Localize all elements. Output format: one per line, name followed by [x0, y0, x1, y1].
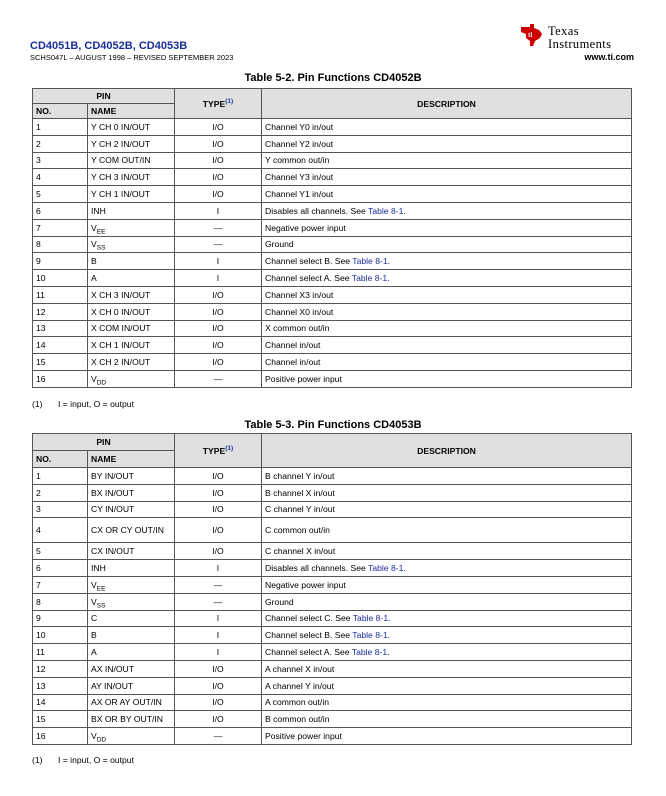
pin-functions-table-cd4052b	[32, 88, 632, 388]
table-8-1-link[interactable]: Table 8-1	[351, 647, 388, 658]
pin-name: V	[91, 222, 97, 233]
table-title: Table 5-3. Pin Functions CD4053B	[244, 419, 422, 431]
pin-name: CX OR CY OUT/IN	[91, 525, 164, 536]
pin-name-cell	[88, 337, 175, 354]
description-text: Ground	[265, 239, 294, 250]
pin-name-cell	[88, 468, 175, 485]
logo-word-instruments: Instruments	[548, 37, 612, 51]
pin-description-cell	[262, 303, 632, 320]
pin-name: X CH 1 IN/OUT	[91, 340, 151, 351]
table-row	[33, 286, 632, 303]
table-row	[33, 202, 632, 219]
description-text: C channel X in/out	[265, 546, 336, 557]
table-row	[33, 219, 632, 236]
pin-description-cell	[262, 677, 632, 694]
description-text: Channel Y2 in/out	[265, 138, 334, 149]
pin-number-cell: 4	[33, 169, 88, 186]
table-row	[33, 270, 632, 287]
description-text: A channel X in/out	[265, 663, 335, 674]
pin-type-cell: I/O	[175, 119, 262, 136]
ti-state-icon	[518, 22, 544, 48]
type-header: TYPE$^{(1)}$	[175, 434, 262, 468]
pin-name-subscript: EE	[96, 585, 106, 593]
pin-type-cell: I/O	[175, 677, 262, 694]
pin-name-subscript: DD	[96, 736, 107, 744]
pin-number-cell: 1	[33, 468, 88, 485]
pin-name: Y CH 3 IN/OUT	[91, 172, 151, 183]
table-row	[33, 370, 632, 387]
pin-type-cell: I/O	[175, 694, 262, 711]
pin-name-subscript: DD	[96, 379, 107, 387]
pin-type-cell: —	[175, 370, 262, 387]
pin-type-cell: I/O	[175, 543, 262, 560]
pin-type-cell: I/O	[175, 320, 262, 337]
pin-name-subscript: SS	[96, 602, 106, 610]
description-text: B common out/in	[265, 714, 330, 725]
table-8-1-link[interactable]: Table 8-1	[368, 563, 404, 574]
pin-number-cell: 6	[33, 202, 88, 219]
pin-name: AX OR AY OUT/IN	[91, 697, 162, 708]
description-text: Channel X0 in/out	[265, 306, 334, 317]
pin-number-cell: 12	[33, 660, 88, 677]
table-row	[33, 518, 632, 543]
table-8-1-link[interactable]: Table 8-1	[368, 205, 404, 216]
pin-number-cell: 10	[33, 627, 88, 644]
pin-description-cell	[262, 501, 632, 518]
description-text: Channel select C. See	[265, 613, 353, 624]
no-header: NO.	[33, 451, 88, 468]
pin-type-cell: I	[175, 270, 262, 287]
pin-description-cell	[262, 576, 632, 593]
pin-name-cell	[88, 286, 175, 303]
description-text: A channel Y in/out	[265, 680, 334, 691]
description-text: Channel in/out	[265, 340, 321, 351]
pin-type-cell: I/O	[175, 169, 262, 186]
pin-number-cell: 5	[33, 186, 88, 203]
pin-number-cell: 6	[33, 560, 88, 577]
svg-text:ti: ti	[528, 31, 533, 39]
pin-type-cell: I/O	[175, 711, 262, 728]
pin-description-cell	[262, 270, 632, 287]
pin-type-cell: —	[175, 219, 262, 236]
pin-number-cell: 4	[33, 518, 88, 543]
table-row	[33, 576, 632, 593]
pin-group-header: PIN	[33, 434, 175, 451]
pin-number-cell: 1	[33, 119, 88, 136]
pin-name: BX OR BY OUT/IN	[91, 714, 163, 725]
pin-name-cell	[88, 543, 175, 560]
pin-name-cell	[88, 694, 175, 711]
pin-name: CY IN/OUT	[91, 504, 135, 515]
pin-type-cell: I	[175, 202, 262, 219]
pin-number-cell: 16	[33, 370, 88, 387]
table-row	[33, 169, 632, 186]
pin-description-cell	[262, 119, 632, 136]
pin-name: BY IN/OUT	[91, 470, 134, 481]
table-8-1-link[interactable]: Table 8-1	[352, 256, 388, 267]
pin-name-cell	[88, 135, 175, 152]
pin-number-cell: 8	[33, 593, 88, 610]
pin-number-cell: 11	[33, 286, 88, 303]
pin-type-cell: I/O	[175, 518, 262, 543]
pin-description-cell	[262, 152, 632, 169]
table-row	[33, 320, 632, 337]
description-header: DESCRIPTION	[262, 434, 632, 468]
pin-type-cell: —	[175, 236, 262, 253]
website-link[interactable]: www.ti.com	[584, 52, 634, 62]
pin-name: V	[91, 596, 97, 607]
pin-number-cell: 14	[33, 337, 88, 354]
pin-name-cell	[88, 610, 175, 627]
pin-number-cell: 2	[33, 484, 88, 501]
pin-number-cell: 5	[33, 543, 88, 560]
pin-type-cell: —	[175, 593, 262, 610]
pin-name: AX IN/OUT	[91, 663, 134, 674]
pin-description-cell	[262, 711, 632, 728]
pin-name-cell	[88, 303, 175, 320]
pin-name: INH	[91, 205, 106, 216]
pin-name-cell	[88, 660, 175, 677]
table-row	[33, 593, 632, 610]
pin-description-cell	[262, 627, 632, 644]
table-row	[33, 303, 632, 320]
table-title: Table 5-2. Pin Functions CD4052B	[244, 72, 422, 84]
pin-name-cell	[88, 320, 175, 337]
pin-type-cell: I/O	[175, 354, 262, 371]
pin-type-cell: I/O	[175, 286, 262, 303]
pin-name: BX IN/OUT	[91, 487, 134, 498]
description-text: Disables all channels. See	[265, 563, 369, 574]
description-text: B channel Y in/out	[265, 470, 335, 481]
pin-number-cell: 15	[33, 711, 88, 728]
pin-name-cell	[88, 354, 175, 371]
table-row	[33, 728, 632, 745]
type-footnote-link[interactable]: (1)	[225, 97, 234, 105]
name-header: NAME	[88, 104, 175, 119]
table-row	[33, 152, 632, 169]
description-tail: .	[388, 613, 391, 624]
pin-name: X COM IN/OUT	[91, 323, 151, 334]
pin-description-cell	[262, 370, 632, 387]
no-header: NO.	[33, 104, 88, 119]
pin-name-cell	[88, 236, 175, 253]
pin-type-cell: I	[175, 610, 262, 627]
pin-description-cell	[262, 484, 632, 501]
pin-name: A	[91, 273, 97, 284]
table-row	[33, 186, 632, 203]
description-text: Channel X3 in/out	[265, 289, 334, 300]
pin-name: V	[91, 731, 97, 742]
pin-name-cell	[88, 186, 175, 203]
pin-number-cell: 12	[33, 303, 88, 320]
pin-name-cell	[88, 253, 175, 270]
table-row	[33, 711, 632, 728]
pin-description-cell	[262, 202, 632, 219]
pin-number-cell: 9	[33, 253, 88, 270]
pin-name-cell	[88, 501, 175, 518]
table-footnote: (1) I = input, O = output	[32, 399, 134, 409]
pin-group-header: PIN	[33, 89, 175, 104]
description-tail: .	[387, 647, 390, 658]
pin-number-cell: 13	[33, 320, 88, 337]
pin-name-cell	[88, 677, 175, 694]
pin-description-cell	[262, 660, 632, 677]
pin-description-cell	[262, 286, 632, 303]
description-text: Positive power input	[265, 373, 342, 384]
pin-description-cell	[262, 593, 632, 610]
pin-description-cell	[262, 610, 632, 627]
pin-type-cell: —	[175, 728, 262, 745]
description-text: Channel Y0 in/out	[265, 121, 334, 132]
pin-name: V	[91, 579, 97, 590]
pin-number-cell: 15	[33, 354, 88, 371]
pin-name-cell	[88, 484, 175, 501]
pin-type-cell: I/O	[175, 186, 262, 203]
document-revision-line: SCHS047L – AUGUST 1998 – REVISED SEPTEMBER 2023	[30, 53, 234, 62]
pin-name-cell	[88, 627, 175, 644]
pin-number-cell: 8	[33, 236, 88, 253]
table-row	[33, 627, 632, 644]
pin-type-cell: I	[175, 627, 262, 644]
pin-description-cell	[262, 468, 632, 485]
table-row	[33, 253, 632, 270]
pin-name-cell	[88, 518, 175, 543]
pin-description-cell	[262, 135, 632, 152]
table-row	[33, 677, 632, 694]
pin-number-cell: 3	[33, 152, 88, 169]
pin-name-cell	[88, 202, 175, 219]
description-text: C common out/in	[265, 525, 330, 536]
pin-number-cell: 7	[33, 219, 88, 236]
pin-name-cell	[88, 560, 175, 577]
pin-name-cell	[88, 644, 175, 661]
pin-name: CX IN/OUT	[91, 546, 135, 557]
pin-description-cell	[262, 354, 632, 371]
pin-number-cell: 9	[33, 610, 88, 627]
description-text: Disables all channels. See	[265, 205, 369, 216]
pin-number-cell: 3	[33, 501, 88, 518]
pin-description-cell	[262, 728, 632, 745]
pin-name: V	[91, 373, 97, 384]
pin-name: V	[91, 239, 97, 250]
pin-type-cell: I/O	[175, 484, 262, 501]
description-text: Channel Y3 in/out	[265, 172, 334, 183]
pin-number-cell: 16	[33, 728, 88, 745]
table-row	[33, 543, 632, 560]
table-row	[33, 644, 632, 661]
pin-description-cell	[262, 543, 632, 560]
pin-description-cell	[262, 320, 632, 337]
description-text: Channel Y1 in/out	[265, 189, 334, 200]
pin-type-cell: I/O	[175, 660, 262, 677]
pin-name: B	[91, 630, 97, 641]
pin-type-cell: I/O	[175, 303, 262, 320]
pin-type-cell: I/O	[175, 152, 262, 169]
description-text: Channel select B. See	[265, 256, 353, 267]
description-text: B channel X in/out	[265, 487, 335, 498]
table-row	[33, 119, 632, 136]
type-footnote-link[interactable]: (1)	[225, 444, 234, 452]
pin-number-cell: 14	[33, 694, 88, 711]
table-row	[33, 135, 632, 152]
pin-type-cell: I	[175, 253, 262, 270]
pin-description-cell	[262, 169, 632, 186]
pin-name: X CH 0 IN/OUT	[91, 306, 151, 317]
pin-name: B	[91, 256, 97, 267]
table-row	[33, 468, 632, 485]
description-text: A common out/in	[265, 697, 330, 708]
pin-name: X CH 2 IN/OUT	[91, 357, 151, 368]
pin-name-cell	[88, 593, 175, 610]
pin-name-cell	[88, 370, 175, 387]
description-text: Channel select A. See	[265, 273, 352, 284]
pin-number-cell: 13	[33, 677, 88, 694]
pin-name-cell	[88, 169, 175, 186]
description-tail: .	[403, 563, 406, 574]
pin-description-cell	[262, 186, 632, 203]
table-row	[33, 484, 632, 501]
pin-name: C	[91, 613, 98, 624]
table-row	[33, 501, 632, 518]
pin-type-cell: I/O	[175, 468, 262, 485]
table-row	[33, 337, 632, 354]
table-row	[33, 660, 632, 677]
pin-name-cell	[88, 711, 175, 728]
table-row	[33, 236, 632, 253]
pin-name: INH	[91, 563, 106, 574]
pin-description-cell	[262, 337, 632, 354]
pin-number-cell: 11	[33, 644, 88, 661]
pin-name-cell	[88, 119, 175, 136]
pin-name-subscript: EE	[96, 228, 106, 236]
table-row	[33, 694, 632, 711]
pin-number-cell: 7	[33, 576, 88, 593]
pin-name: AY IN/OUT	[91, 680, 134, 691]
pin-name-cell	[88, 576, 175, 593]
pin-name: X CH 3 IN/OUT	[91, 289, 151, 300]
pin-number-cell: 2	[33, 135, 88, 152]
pin-description-cell	[262, 644, 632, 661]
pin-name-cell	[88, 152, 175, 169]
pin-type-cell: I/O	[175, 337, 262, 354]
texas-instruments-logo	[518, 22, 638, 52]
pin-type-cell: I	[175, 644, 262, 661]
pin-name-cell	[88, 728, 175, 745]
pin-name: Y CH 1 IN/OUT	[91, 189, 151, 200]
description-tail: .	[387, 630, 391, 641]
pin-description-cell	[262, 560, 632, 577]
pin-name: Y COM OUT/IN	[91, 155, 151, 166]
description-text: Negative power input	[265, 579, 346, 590]
description-text: Y common out/in	[265, 155, 330, 166]
table-8-1-link[interactable]: Table 8-1	[352, 630, 388, 641]
description-text: Channel in/out	[265, 357, 321, 368]
pin-name: Y CH 0 IN/OUT	[91, 121, 151, 132]
pin-name: Y CH 2 IN/OUT	[91, 138, 151, 149]
table-row	[33, 610, 632, 627]
pin-name-cell	[88, 219, 175, 236]
pin-type-cell: I	[175, 560, 262, 577]
description-text: Positive power input	[265, 731, 342, 742]
description-tail: .	[403, 205, 406, 216]
description-text: Channel select A. See	[265, 647, 352, 658]
table-row	[33, 354, 632, 371]
pin-description-cell	[262, 694, 632, 711]
pin-type-cell: —	[175, 576, 262, 593]
description-text: X common out/in	[265, 323, 330, 334]
pin-functions-table-cd4053b	[32, 433, 632, 745]
pin-description-cell	[262, 518, 632, 543]
pin-description-cell	[262, 253, 632, 270]
table-8-1-link[interactable]: Table 8-1	[351, 273, 388, 284]
pin-name-cell	[88, 270, 175, 287]
pin-type-cell: I/O	[175, 135, 262, 152]
description-text: Negative power input	[265, 222, 346, 233]
table-footnote: (1) I = input, O = output	[32, 755, 134, 765]
part-numbers: CD4051B, CD4052B, CD4053B	[30, 40, 188, 52]
pin-name-subscript: SS	[96, 245, 106, 253]
description-text: Ground	[265, 596, 294, 607]
pin-description-cell	[262, 219, 632, 236]
pin-type-cell: I/O	[175, 501, 262, 518]
description-header: DESCRIPTION	[262, 89, 632, 119]
description-tail: .	[387, 273, 390, 284]
logo-word-texas: Texas	[548, 24, 579, 38]
table-row	[33, 560, 632, 577]
pin-number-cell: 10	[33, 270, 88, 287]
name-header: NAME	[88, 451, 175, 468]
pin-description-cell	[262, 236, 632, 253]
pin-name: A	[91, 647, 97, 658]
table-8-1-link[interactable]: Table 8-1	[352, 613, 389, 624]
description-text: C channel Y in/out	[265, 504, 335, 515]
type-header: TYPE$^{(1)}$	[175, 89, 262, 119]
description-text: Channel select B. See	[265, 630, 353, 641]
description-tail: .	[387, 256, 391, 267]
